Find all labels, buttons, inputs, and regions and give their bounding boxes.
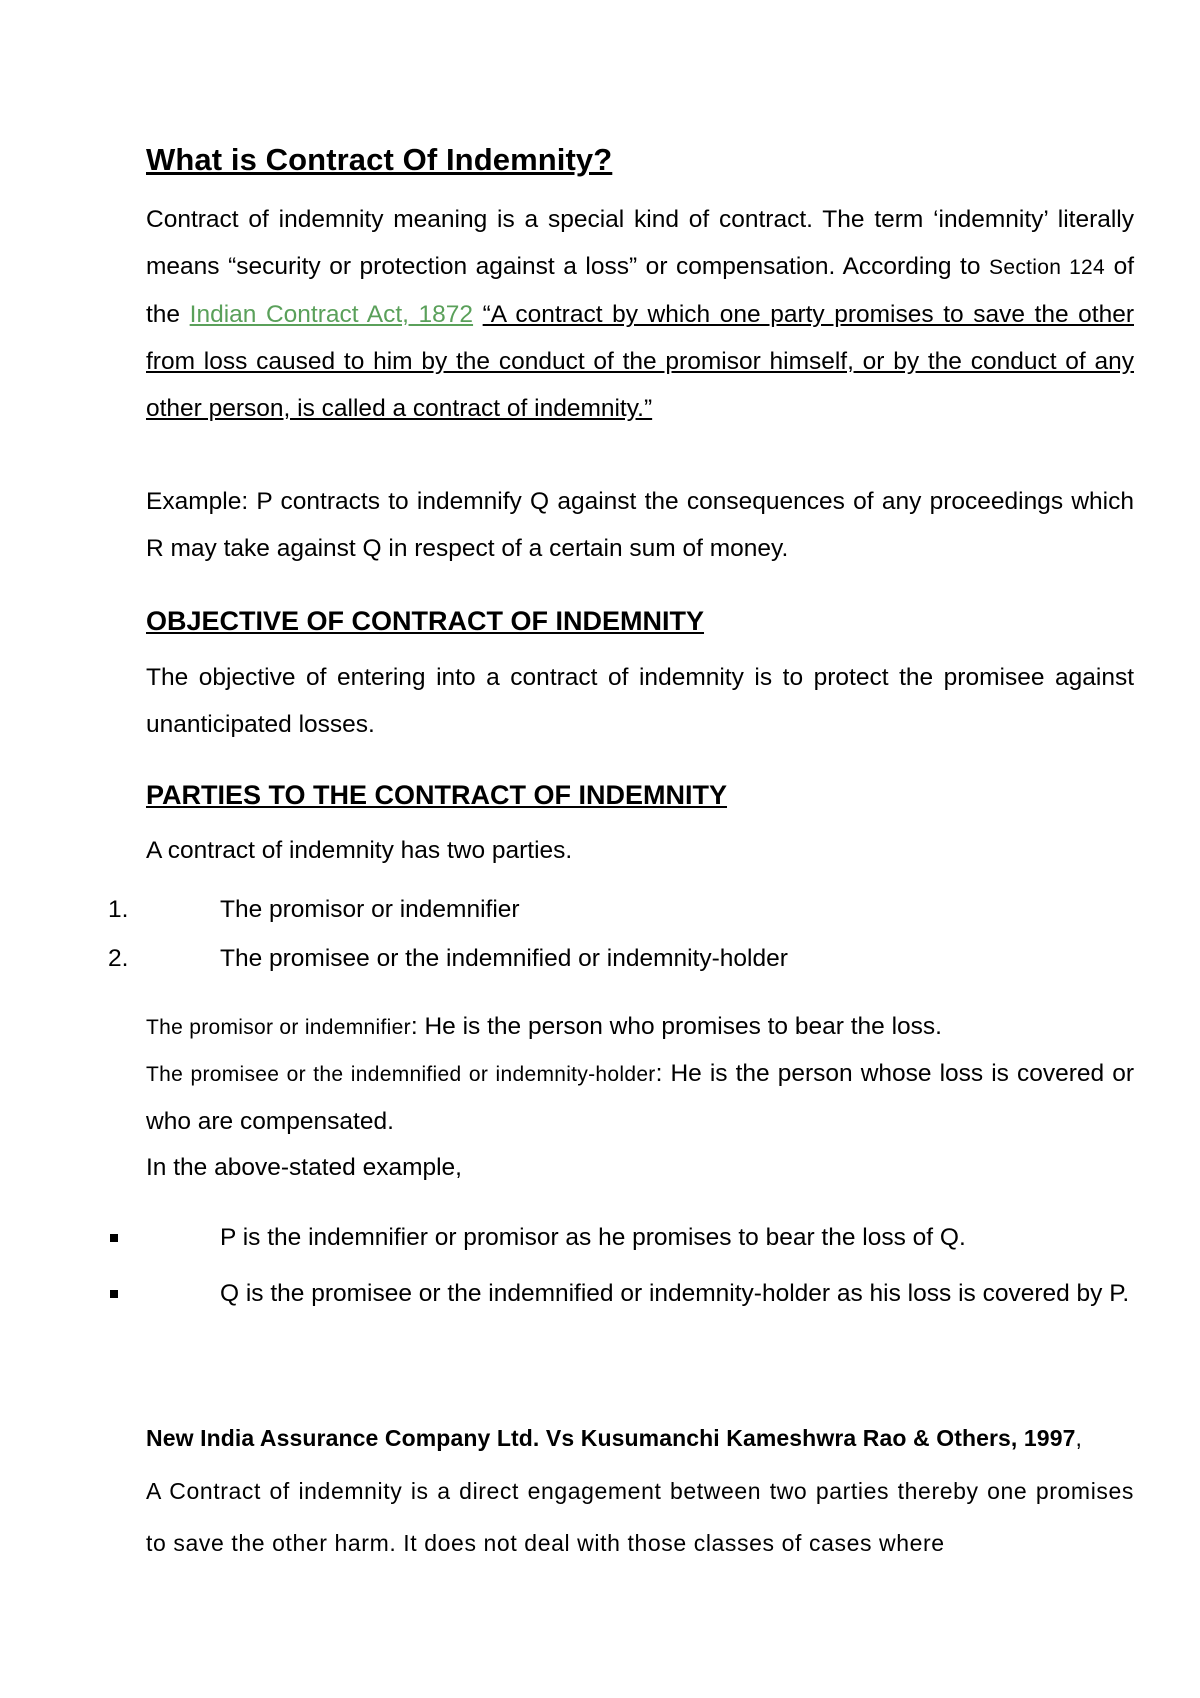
definition-term: The promisee or the indemnified or indemnity-holder [146, 1063, 656, 1086]
list-item [0, 935, 1200, 982]
list-number: 2. [108, 945, 129, 972]
intro-paragraph [146, 196, 1134, 432]
list-item-text: The promisee or the indemnified or indemnity-holder [220, 945, 788, 972]
intro-text-1: Contract of indemnity meaning is a special kind of contract. The term ‘indemnity’ literally means “security or protection against a loss” or compensation. According to [146, 206, 1134, 280]
intro-text-2: of the [146, 253, 1134, 328]
bullet-list-item [0, 1270, 1200, 1370]
bullet-text: P is the indemnifier or promisor as he promises to bear the loss of Q. [220, 1224, 966, 1251]
objective-paragraph: The objective of entering into a contract of indemnity is to protect the promisee against unanticipated losses. [146, 664, 1134, 738]
section-quote: “A contract by which one party promises to save the other from loss caused to him by the conduct of the promisor himself, or by the conduct of any other person, is called a contract of indemnity.” [146, 301, 1134, 422]
definition-promisee [146, 1050, 1134, 1145]
list-number: 1. [108, 896, 129, 923]
definition-text: : He is the person whose loss is covered or who are compensated. [146, 1060, 1134, 1135]
section-reference: Section 124 [989, 256, 1106, 279]
indian-contract-act-link[interactable]: Indian Contract Act, 1872 [189, 301, 474, 328]
bullet-text: Q is the promisee or the indemnified or indemnity-holder as his loss is covered by P. [220, 1280, 1130, 1307]
intro-space [473, 301, 483, 328]
case-comma: , [1075, 1425, 1082, 1451]
parties-heading: PARTIES TO THE CONTRACT OF INDEMNITY [146, 780, 728, 810]
definition-promisor [146, 1003, 1134, 1051]
list-item-text: The promisor or indemnifier [220, 896, 520, 923]
objective-heading: OBJECTIVE OF CONTRACT OF INDEMNITY [146, 606, 705, 636]
case-paragraph: A Contract of indemnity is a direct engagement between two parties thereby one promises to save the other harm. It does not deal with those classes of cases where [146, 1478, 1134, 1556]
definition-text: : He is the person who promises to bear the loss. [410, 1013, 942, 1040]
above-example-text: In the above-stated example, [146, 1154, 462, 1181]
case-name: New India Assurance Company Ltd. Vs Kusumanchi Kameshwra Rao & Others, 1997 [146, 1425, 1076, 1451]
bullet-list-item [0, 1214, 1200, 1261]
definition-term: The promisor or indemnifier [146, 1016, 411, 1039]
case-title [146, 1425, 1134, 1452]
bullet-square-icon [110, 1290, 118, 1298]
parties-intro: A contract of indemnity has two parties. [146, 837, 573, 864]
example-paragraph: Example: P contracts to indemnify Q against the consequences of any proceedings which R may take against Q in respect of a certain sum of money. [146, 488, 1134, 562]
bullet-square-icon [110, 1234, 118, 1242]
page-title: What is Contract Of Indemnity? [146, 142, 613, 177]
list-item [0, 886, 1200, 933]
